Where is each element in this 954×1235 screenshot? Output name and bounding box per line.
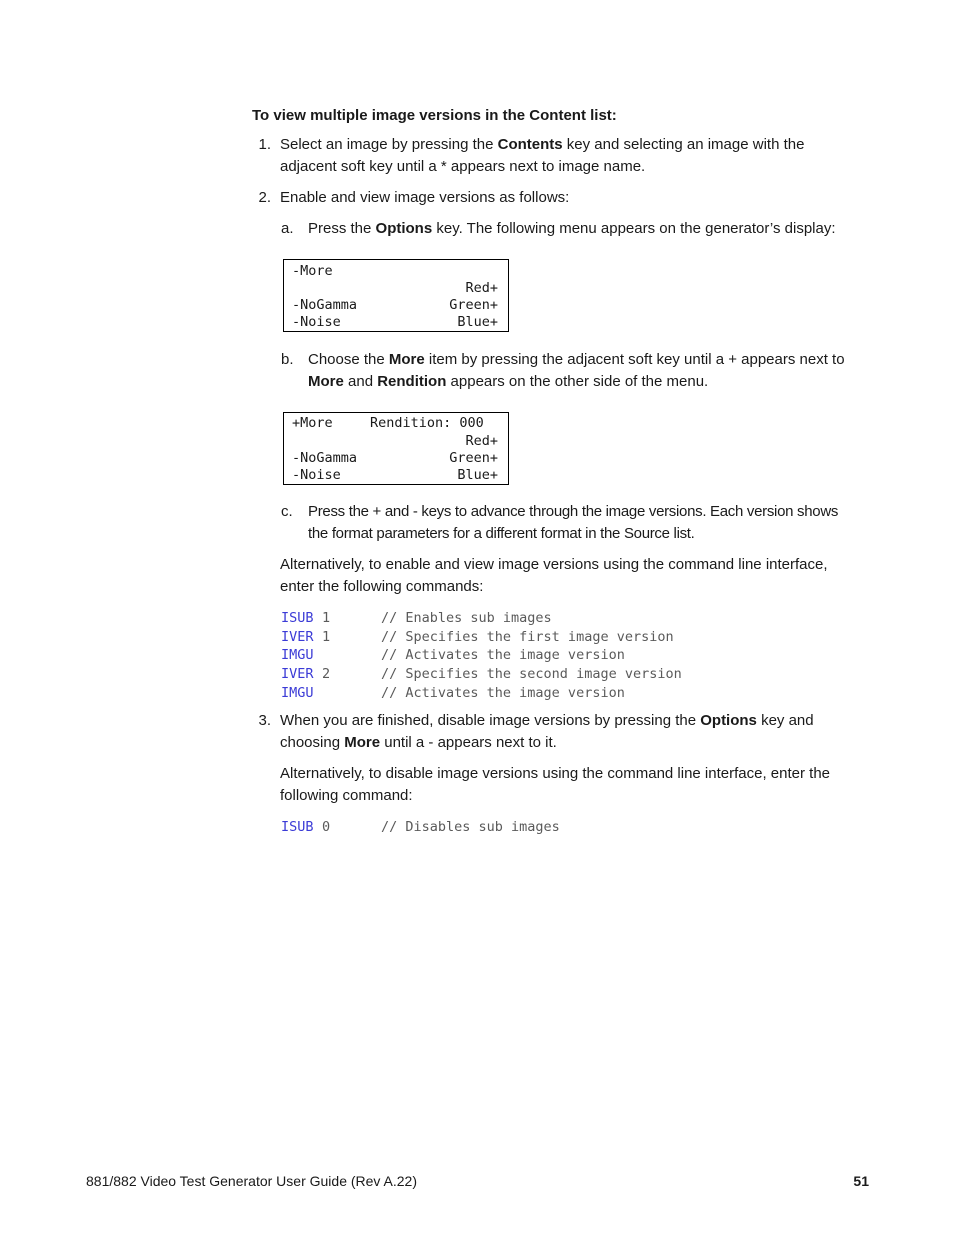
display-rendition-readout: Rendition: 000 xyxy=(370,415,484,431)
generator-display-menu xyxy=(283,259,509,332)
command-comment: // Activates the image version xyxy=(381,685,625,701)
alternative-cli-disable-text: Alternatively, to disable image versions using the command line interface, enter the following command: xyxy=(280,765,831,804)
substep-a-text: Press the Options key. The following menu appears on the generator’s display: xyxy=(308,220,836,237)
command-comment: // Activates the image version xyxy=(381,647,625,663)
substep-letter-b: b. xyxy=(281,351,294,368)
more-label: More xyxy=(308,373,344,390)
substep-letter-a: a. xyxy=(281,220,294,237)
step-number-3: 3. xyxy=(258,712,271,729)
command-comment: // Disables sub images xyxy=(381,819,560,835)
options-key-label: Options xyxy=(375,220,433,237)
section-heading: To view multiple image versions in the Content list: xyxy=(252,107,617,124)
display-noise-item: -Noise xyxy=(292,314,341,330)
page-number: 51 xyxy=(853,1173,869,1189)
display-red-item: Red+ xyxy=(465,280,498,296)
substep-letter-c: c. xyxy=(281,503,293,520)
step-2-text: Enable and view image versions as follows: xyxy=(280,189,570,206)
display-more-item: +More xyxy=(292,415,333,431)
command-keyword: ISUB xyxy=(281,819,314,835)
display-green-item: Green+ xyxy=(449,450,498,466)
display-blue-item: Blue+ xyxy=(457,467,498,483)
step-number-1: 1. xyxy=(258,136,271,153)
display-red-item: Red+ xyxy=(465,433,498,449)
step-1-line-2: adjacent soft key until a * appears next to image name. xyxy=(280,158,646,175)
step-1-text xyxy=(280,134,804,178)
more-label: More xyxy=(344,734,381,751)
display-nogamma-item: -NoGamma xyxy=(292,297,358,313)
substep-b-text: Choose the More item by pressing the adjacent soft key until a + appears next to More and Rendition appears on the other side of the menu. xyxy=(308,351,845,390)
substep-c-text: Press the + and - keys to advance through the image versions. Each version shows the format parameters for a different format in the Source list. xyxy=(308,503,839,542)
contents-key-label: Contents xyxy=(497,136,563,153)
rendition-label: Rendition xyxy=(377,373,447,390)
display-blue-item: Blue+ xyxy=(457,314,498,330)
alternative-cli-enable-text: Alternatively, to enable and view image versions using the command line interface, enter the following commands: xyxy=(280,556,828,595)
command-keyword: IMGU xyxy=(281,647,314,663)
command-keyword: IVER xyxy=(281,666,314,682)
command-comment: // Specifies the second image version xyxy=(381,666,682,682)
command-keyword: IVER xyxy=(281,629,314,645)
generator-display-rendition xyxy=(283,412,509,485)
command-comment: // Enables sub images xyxy=(381,610,552,626)
command-keyword: ISUB xyxy=(281,610,314,626)
display-green-item: Green+ xyxy=(449,297,498,313)
step-3-text: When you are finished, disable image versions by pressing the Options key and choosing More until a - appears next to it. xyxy=(280,712,814,751)
command-comment: // Specifies the first image version xyxy=(381,629,674,645)
options-key-label: Options xyxy=(700,712,757,729)
more-item-label: More xyxy=(388,351,425,368)
display-noise-item: -Noise xyxy=(292,467,341,483)
display-nogamma-item: -NoGamma xyxy=(292,450,358,466)
footer-document-title: 881/882 Video Test Generator User Guide (Rev A.22) xyxy=(86,1173,418,1189)
step-1-line-1: Select an image by pressing the Contents key and selecting an image with the xyxy=(280,136,805,153)
display-more-item: -More xyxy=(292,263,333,279)
step-number-2: 2. xyxy=(258,189,271,206)
command-keyword: IMGU xyxy=(281,685,314,701)
